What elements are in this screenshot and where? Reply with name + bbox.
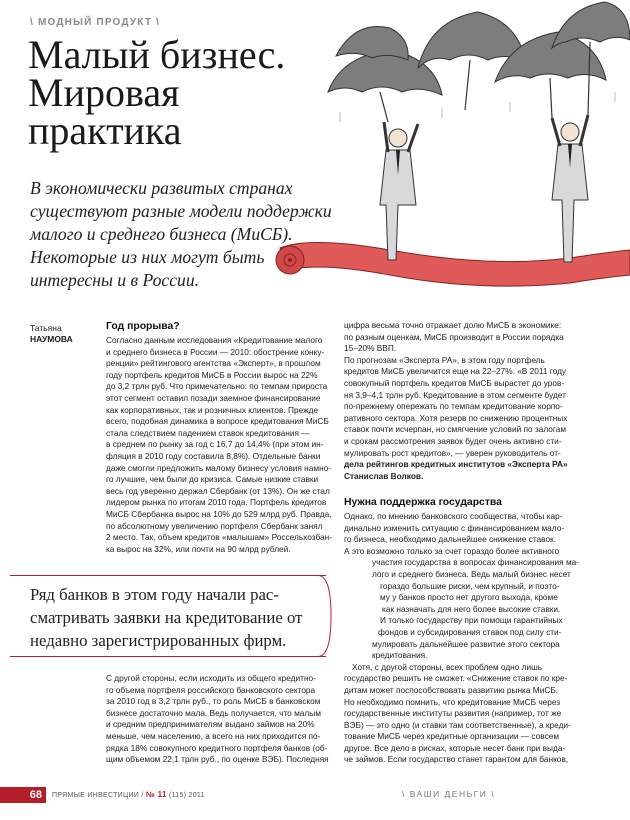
issue-number: № 11 xyxy=(145,790,167,799)
lead-line: малого и среднего бизнеса (МиСБ). xyxy=(30,224,293,244)
author-last-name: НАУМОВА xyxy=(30,334,73,344)
text-line: Станислав Волков. xyxy=(344,470,424,481)
subhead: Нужна поддержка государства xyxy=(344,497,502,508)
lead-line: существуют разные модели поддержки xyxy=(30,201,332,221)
magazine-name: ПРЯМЫЕ ИНВЕСТИЦИИ / xyxy=(52,792,144,799)
column-2 xyxy=(344,320,568,482)
section-name: \ ВАШИ ДЕНЬГИ \ xyxy=(402,789,496,799)
text-line: стала следствием падением ставок кредитования — xyxy=(106,427,310,438)
man-2 xyxy=(552,115,588,262)
pull-quote-line: сматривать заявки на кредитование от xyxy=(30,608,303,627)
text-line: Но необходимо помнить, что кредитование МиСБ через xyxy=(344,696,561,707)
text-line: И только государству при помощи гарантийных xyxy=(380,615,563,626)
text-line: фляция в 2010 году составила 8,8%). Отдельные банки xyxy=(106,450,321,461)
text-line: по абсолютному увеличению портфеля Сбербанк занял xyxy=(106,520,323,531)
man-1 xyxy=(380,122,418,260)
column-3 xyxy=(106,673,329,766)
text-line: цифра весьма точно отражает долю МиСБ в экономике: xyxy=(344,320,562,330)
column-1 xyxy=(106,320,332,555)
text-line: рядка 18% совокупного кредитного портфеля банков (об- xyxy=(106,742,328,753)
text-line: МиСБ Сбербанка вырос на 10% до 529 млрд руб. Правда, xyxy=(106,508,332,519)
issue-detail: (115) 2011 xyxy=(168,792,205,799)
text-line: и средним предпринимателям выдано займов на 20% xyxy=(106,719,315,730)
lead-line: интересны и в России. xyxy=(30,270,200,290)
text-line: за 2010 год в 3,2 трлн руб., то роль МиСБ в банковском xyxy=(106,696,321,707)
text-line: 2 место. Так, объем кредитов «малышам» Россельхозбан- xyxy=(106,532,332,543)
text-line: ка вырос на 32%, или почти на 90 млрд рублей. xyxy=(106,543,291,554)
text-line: лидером рынка по итогам 2010 года. Портфель кредитов xyxy=(106,497,327,508)
text-line: меньше, чем населению, а всего на них приходится по- xyxy=(106,730,321,741)
text-line: 15–20% ВВП. xyxy=(344,343,397,354)
umbrella-4 xyxy=(552,2,630,48)
text-line: мулировать дальнейшее развитие этого сектора xyxy=(372,638,560,649)
text-line: и срокам рассмотрения заявок будет очень активно сти- xyxy=(344,435,562,446)
pull-quote-line: недавно зарегистрированных фирм. xyxy=(30,631,287,650)
magazine-info xyxy=(52,790,205,799)
pull-quote-curve xyxy=(318,575,332,657)
title-line: практика xyxy=(28,108,182,153)
text-line: этот сегмент оставил позади заемное финансирование xyxy=(106,392,321,403)
text-line: бизнесе достаточно мала. Ведь получается, что малым xyxy=(106,707,321,718)
title-line: Малый бизнес. xyxy=(28,32,286,77)
text-line: ративного сектора. Хотя резерв по снижению процентных xyxy=(344,412,568,423)
text-line: го лучшие, чем были до кризиса. Самые низкие ставки xyxy=(106,474,319,485)
text-line: участия государства в вопросах финансирования ма- xyxy=(372,557,580,568)
text-line: как корпоративных, так и розничных клиентов. Прежде xyxy=(106,404,319,415)
lead-line: В экономически развитых странах xyxy=(30,178,293,198)
text-line: весь год уверенно держал Сбербанк (от 13%). Он же стал xyxy=(106,485,330,496)
text-line: ВЭБ) — это одно (и ставки там соответственные), а креди- xyxy=(344,719,571,730)
text-line: до 3,2 трлн руб. Что примечательно: по темпам прироста xyxy=(106,381,328,392)
text-line: го бизнеса, необходимо дальнейшее снижение ставок. xyxy=(344,534,557,545)
text-line: По прогнозам «Эксперта РА», в этом году портфель xyxy=(344,354,545,365)
text-line: и среднего бизнеса в России — 2010: обострение конку- xyxy=(106,346,325,357)
umbrella-5 xyxy=(336,27,408,60)
page-number: 68 xyxy=(0,787,46,803)
text-line: щим объемом 22,1 трлн руб., по оценке ВЭБ). Последняя xyxy=(106,754,329,765)
text-line: тование МиСБ через кредитные организации — совсем xyxy=(344,731,560,742)
text-line: государственные институты развития (например, тот же xyxy=(344,708,562,719)
text-line: ня 3,9–4,1 трлн руб. Кредитование в этом сегменте будет xyxy=(344,389,566,400)
text-line: фондов и субсидирования ставок под силу сти- xyxy=(378,626,562,637)
text-line: Однако, по мнению банковского сообщества, чтобы кар- xyxy=(344,511,563,521)
text-line: ренции» рейтингового агентства «Эксперт», в прошлом xyxy=(106,358,321,369)
text-line: по-прежнему опережать по темпам кредитование корпо- xyxy=(344,401,563,412)
text-line: Согласно данным исследования «Кредитование малого xyxy=(106,335,323,345)
lead-line: Некоторые из них могут быть xyxy=(30,247,265,267)
text-line: лого и среднего бизнеса. Ведь малый бизнес несет xyxy=(372,568,571,579)
text-line: дела рейтингов кредитных институтов «Эксперта РА» xyxy=(344,459,568,470)
text-line: мулировать рост кредитов», — уверен руководитель от- xyxy=(344,447,561,458)
text-line: кредитов МиСБ увеличится еще на 22–27%. «В 2011 году xyxy=(344,366,567,377)
text-line: че займов. Если государство станет гарантом для банков, xyxy=(344,754,569,765)
subhead: Год прорыва? xyxy=(106,321,180,332)
text-line: го объема портфеля российского банковского сектора xyxy=(106,684,316,695)
text-line: ставок почти исчерпан, но смягчение условий по залогам xyxy=(344,424,567,435)
text-line: году портфель кредитов МиСБ в России вырос на 22% xyxy=(106,369,318,380)
pull-quote xyxy=(30,583,320,652)
pull-quote-rule-bottom xyxy=(10,656,326,657)
text-line: даже смогли предложить малому бизнесу условия намно- xyxy=(106,462,332,473)
text-line: дитам может поспособствовать развитию рынка МиСБ. xyxy=(344,684,559,695)
text-line: С другой стороны, если исходить из общего кредитно- xyxy=(106,673,316,683)
text-line: кредитования. xyxy=(372,650,428,661)
pull-quote-rule-top xyxy=(10,575,326,576)
author-byline xyxy=(30,323,73,345)
lead-paragraph xyxy=(30,177,360,292)
text-line: как назначать для него более высокие ставки. xyxy=(382,603,561,614)
text-line: му у банков просто нет другого выхода, кроме xyxy=(380,592,558,603)
text-line: совокупный портфель кредитов МиСБ вырастет до уров- xyxy=(344,377,565,388)
column-4 xyxy=(344,496,579,766)
text-line: гораздо большие риски, чем крупный, и поэто- xyxy=(380,580,560,591)
text-line: в среднем по рынку за год с 16,7 до 14,4% (при этом ин- xyxy=(106,439,324,450)
pull-quote-line: Ряд банков в этом году начали рас- xyxy=(30,585,279,604)
author-first-name: Татьяна xyxy=(30,323,62,333)
text-line: всего, подобная динамика в вопросе кредитования МиСБ xyxy=(106,416,329,427)
text-line: динально изменить ситуацию с финансированием мало- xyxy=(344,522,565,533)
title-line: Мировая xyxy=(28,70,180,115)
text-line: другое. Все дело в рисках, которые несет банк при выда- xyxy=(344,742,566,753)
text-line: Хотя, с другой стороны, всех проблем одно лишь xyxy=(352,661,543,672)
rubric-label: \ МОДНЫЙ ПРОДУКТ \ xyxy=(30,17,161,28)
text-line: по разным оценкам, МиСБ производит в России порядка xyxy=(344,331,564,342)
text-line: А это возможно только за счет гораздо более активного xyxy=(344,545,560,556)
text-line: государство решить не сможет. «Снижение ставок по кре- xyxy=(344,673,568,684)
